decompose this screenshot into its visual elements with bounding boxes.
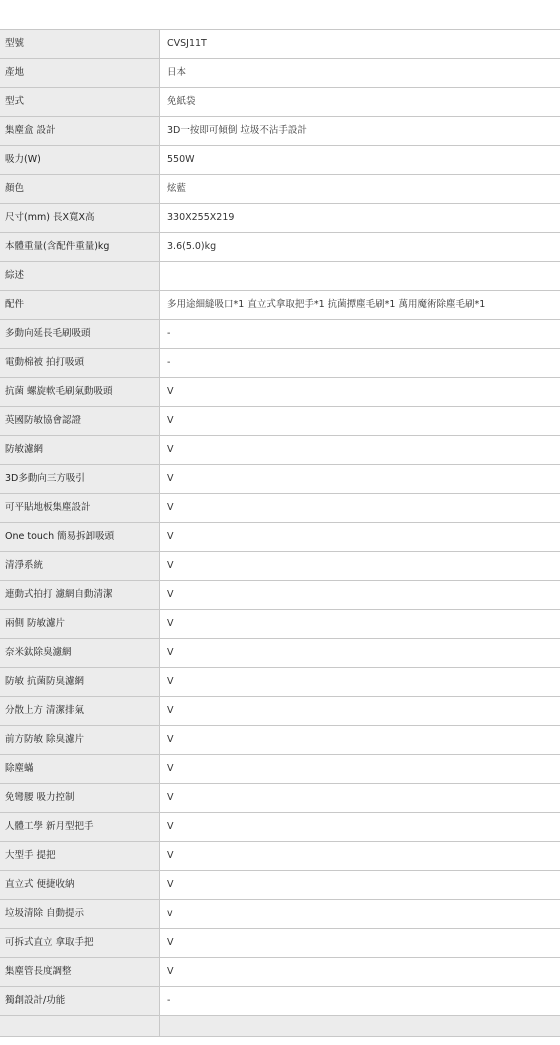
spec-row xyxy=(0,59,560,88)
spec-value-empty xyxy=(160,1016,560,1037)
spec-row xyxy=(0,900,560,929)
spec-label: 綜述 xyxy=(0,262,160,291)
spec-label: 多動向延長毛刷吸頭 xyxy=(0,320,160,349)
spec-value: V xyxy=(160,552,560,581)
spec-value: 550W xyxy=(160,146,560,175)
spec-row xyxy=(0,233,560,262)
spec-row xyxy=(0,639,560,668)
spec-value xyxy=(160,262,560,291)
spec-row xyxy=(0,726,560,755)
spec-value: V xyxy=(160,436,560,465)
spec-label: 3D多動向三方吸引 xyxy=(0,465,160,494)
spec-row xyxy=(0,697,560,726)
spec-value: v xyxy=(160,900,560,929)
spec-label: One touch 簡易拆卸吸頭 xyxy=(0,523,160,552)
spec-row xyxy=(0,610,560,639)
spec-value: V xyxy=(160,929,560,958)
spec-row xyxy=(0,668,560,697)
spec-row xyxy=(0,494,560,523)
spec-label: 分散上方 清潔排氣 xyxy=(0,697,160,726)
spec-label: 獨創設計/功能 xyxy=(0,987,160,1016)
spec-label: 垃圾清除 自動提示 xyxy=(0,900,160,929)
spec-row xyxy=(0,436,560,465)
spec-row xyxy=(0,871,560,900)
spec-value: V xyxy=(160,465,560,494)
spec-label: 英國防敏協會認證 xyxy=(0,407,160,436)
spec-label: 顏色 xyxy=(0,175,160,204)
spec-row xyxy=(0,552,560,581)
spec-row xyxy=(0,175,560,204)
spec-label: 配件 xyxy=(0,291,160,320)
spec-label: 兩側 防敏濾片 xyxy=(0,610,160,639)
spec-label: 防敏 抗菌防臭濾網 xyxy=(0,668,160,697)
spec-label: 抗菌 螺旋軟毛刷氣動吸頭 xyxy=(0,378,160,407)
spec-value: V xyxy=(160,610,560,639)
spec-row xyxy=(0,407,560,436)
spec-row xyxy=(0,755,560,784)
spec-value: 免紙袋 xyxy=(160,88,560,117)
spec-row xyxy=(0,465,560,494)
spec-row xyxy=(0,378,560,407)
spec-value: - xyxy=(160,987,560,1016)
spec-value: V xyxy=(160,726,560,755)
spec-label: 集塵管長度調整 xyxy=(0,958,160,987)
spec-value: V xyxy=(160,523,560,552)
spec-label: 集塵盒 設計 xyxy=(0,117,160,146)
spec-label: 本體重量(含配件重量)kg xyxy=(0,233,160,262)
spec-row xyxy=(0,842,560,871)
spec-row xyxy=(0,349,560,378)
spec-row xyxy=(0,958,560,987)
spec-label: 免彎腰 吸力控制 xyxy=(0,784,160,813)
spec-row xyxy=(0,929,560,958)
spec-label: 尺寸(mm) 長X寬X高 xyxy=(0,204,160,233)
spec-value: 多用途細縫吸口*1 直立式拿取把手*1 抗菌撢塵毛刷*1 萬用魔術除塵毛刷*1 xyxy=(160,291,560,320)
spec-value: 炫藍 xyxy=(160,175,560,204)
spec-value: V xyxy=(160,755,560,784)
spec-value: V xyxy=(160,668,560,697)
spec-value: V xyxy=(160,697,560,726)
spec-row xyxy=(0,88,560,117)
spec-row xyxy=(0,204,560,233)
spec-value: 330X255X219 xyxy=(160,204,560,233)
spec-label: 吸力(W) xyxy=(0,146,160,175)
spec-label: 直立式 便捷收納 xyxy=(0,871,160,900)
spec-value: V xyxy=(160,494,560,523)
spec-table-body xyxy=(0,30,560,1037)
spec-row xyxy=(0,146,560,175)
spec-row xyxy=(0,523,560,552)
spec-label: 前方防敏 除臭濾片 xyxy=(0,726,160,755)
spec-value: V xyxy=(160,784,560,813)
spec-label: 產地 xyxy=(0,59,160,88)
spec-label: 電動棉被 拍打吸頭 xyxy=(0,349,160,378)
spec-value: V xyxy=(160,842,560,871)
spec-value: - xyxy=(160,320,560,349)
spec-value: V xyxy=(160,581,560,610)
spec-value: V xyxy=(160,958,560,987)
spec-row xyxy=(0,581,560,610)
spec-row xyxy=(0,813,560,842)
spec-value: CVSJ11T xyxy=(160,30,560,59)
spec-value: V xyxy=(160,378,560,407)
spec-label: 奈米鈦除臭濾網 xyxy=(0,639,160,668)
spec-value: V xyxy=(160,813,560,842)
spec-row xyxy=(0,262,560,291)
spec-label: 大型手 提把 xyxy=(0,842,160,871)
spec-label: 除塵蟎 xyxy=(0,755,160,784)
spec-label: 連動式拍打 濾網自動清潔 xyxy=(0,581,160,610)
spec-value: V xyxy=(160,407,560,436)
spec-value: 3D一按即可傾倒 垃圾不沾手設計 xyxy=(160,117,560,146)
spec-value: - xyxy=(160,349,560,378)
spec-label: 可拆式直立 拿取手把 xyxy=(0,929,160,958)
spec-table xyxy=(0,29,560,1037)
spec-label: 型號 xyxy=(0,30,160,59)
spec-label: 防敏濾網 xyxy=(0,436,160,465)
spec-row xyxy=(0,987,560,1016)
spec-label: 型式 xyxy=(0,88,160,117)
spec-label: 可平貼地板集塵設計 xyxy=(0,494,160,523)
spec-label-empty xyxy=(0,1016,160,1037)
spec-value: 日本 xyxy=(160,59,560,88)
spec-label: 人體工學 新月型把手 xyxy=(0,813,160,842)
spec-row xyxy=(0,320,560,349)
spec-row xyxy=(0,291,560,320)
spec-row xyxy=(0,117,560,146)
spec-label: 清淨系統 xyxy=(0,552,160,581)
spec-row xyxy=(0,784,560,813)
spec-value: V xyxy=(160,871,560,900)
spec-value: 3.6(5.0)kg xyxy=(160,233,560,262)
spec-value: V xyxy=(160,639,560,668)
spec-row-partial xyxy=(0,1016,560,1037)
spec-row xyxy=(0,30,560,59)
